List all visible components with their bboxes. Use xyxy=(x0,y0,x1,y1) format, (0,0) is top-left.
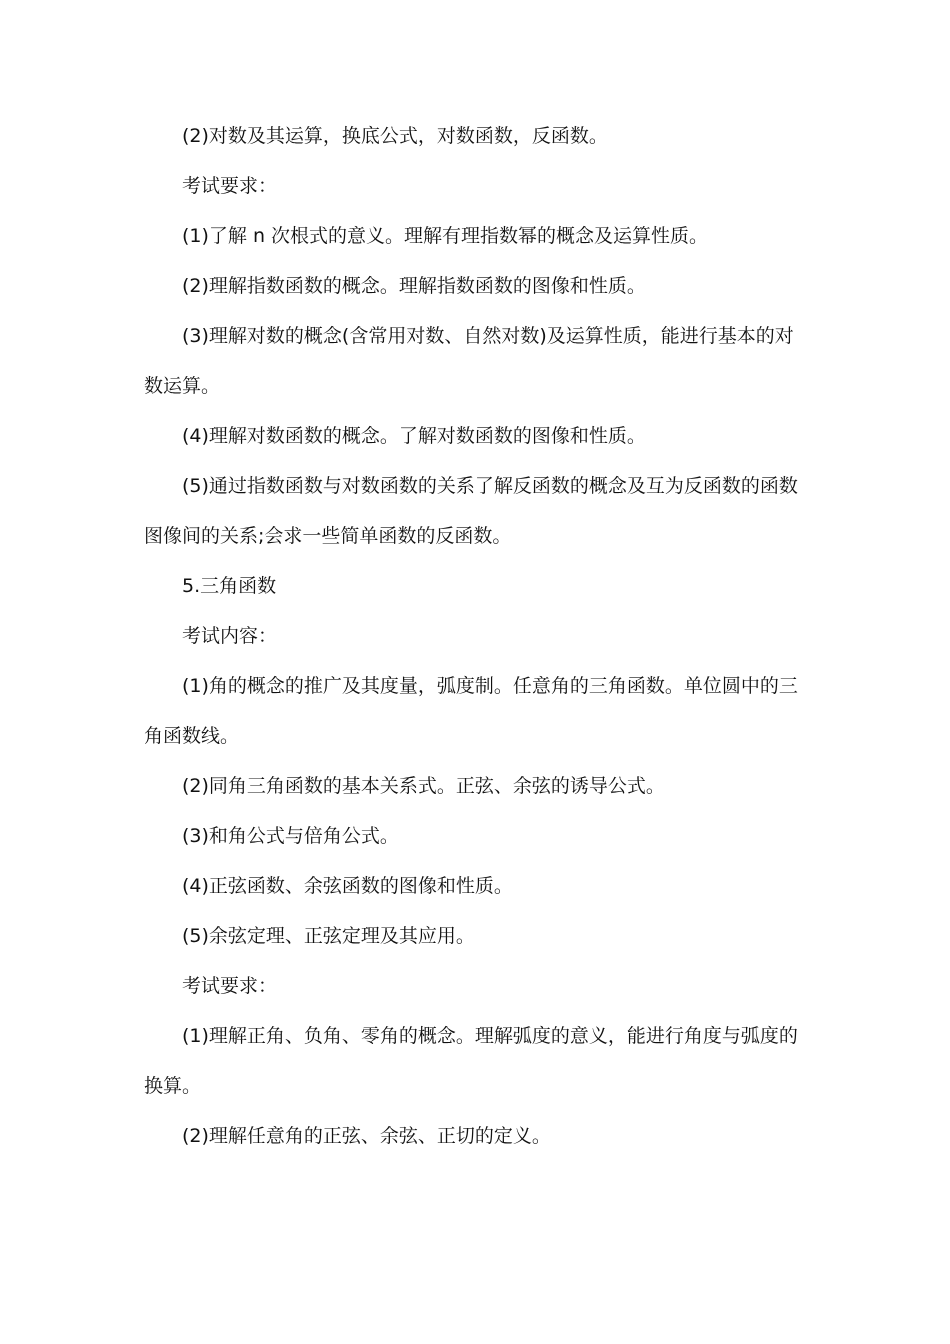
paragraph-content-4: (4)正弦函数、余弦函数的图像和性质。 xyxy=(182,875,513,897)
paragraph-trig-requirement-2: (2)理解任意角的正弦、余弦、正切的定义。 xyxy=(182,1125,551,1147)
paragraph-content-3: (3)和角公式与倍角公式。 xyxy=(182,825,399,847)
section-title-trigonometry: 5.三角函数 xyxy=(182,575,277,597)
heading-exam-content: 考试内容： xyxy=(182,625,278,647)
paragraph-log-content: (2)对数及其运算，换底公式，对数函数，反函数。 xyxy=(182,125,608,147)
paragraph-requirement-3: (3)理解对数的概念(含常用对数、自然对数)及运算性质，能进行基本的对数运算。 xyxy=(144,325,794,397)
paragraph-trig-requirement-1: (1)理解正角、负角、零角的概念。理解弧度的意义，能进行角度与弧度的换算。 xyxy=(144,1025,798,1097)
paragraph-content-5: (5)余弦定理、正弦定理及其应用。 xyxy=(182,925,475,947)
document-body xyxy=(144,111,808,1161)
paragraph-content-1: (1)角的概念的推广及其度量，弧度制。任意角的三角函数。单位圆中的三角函数线。 xyxy=(144,675,798,747)
paragraph-content-2: (2)同角三角函数的基本关系式。正弦、余弦的诱导公式。 xyxy=(182,775,665,797)
paragraph-requirement-2: (2)理解指数函数的概念。理解指数函数的图像和性质。 xyxy=(182,275,646,297)
paragraph-requirement-1: (1)了解 n 次根式的意义。理解有理指数幂的概念及运算性质。 xyxy=(182,225,709,247)
paragraph-requirement-5: (5)通过指数函数与对数函数的关系了解反函数的概念及互为反函数的函数图像间的关系;会求一些简单函数的反函数。 xyxy=(144,475,798,547)
paragraph-requirement-4: (4)理解对数函数的概念。了解对数函数的图像和性质。 xyxy=(182,425,646,447)
heading-exam-requirements: 考试要求： xyxy=(182,175,278,197)
heading-exam-requirements-2: 考试要求： xyxy=(182,975,278,997)
